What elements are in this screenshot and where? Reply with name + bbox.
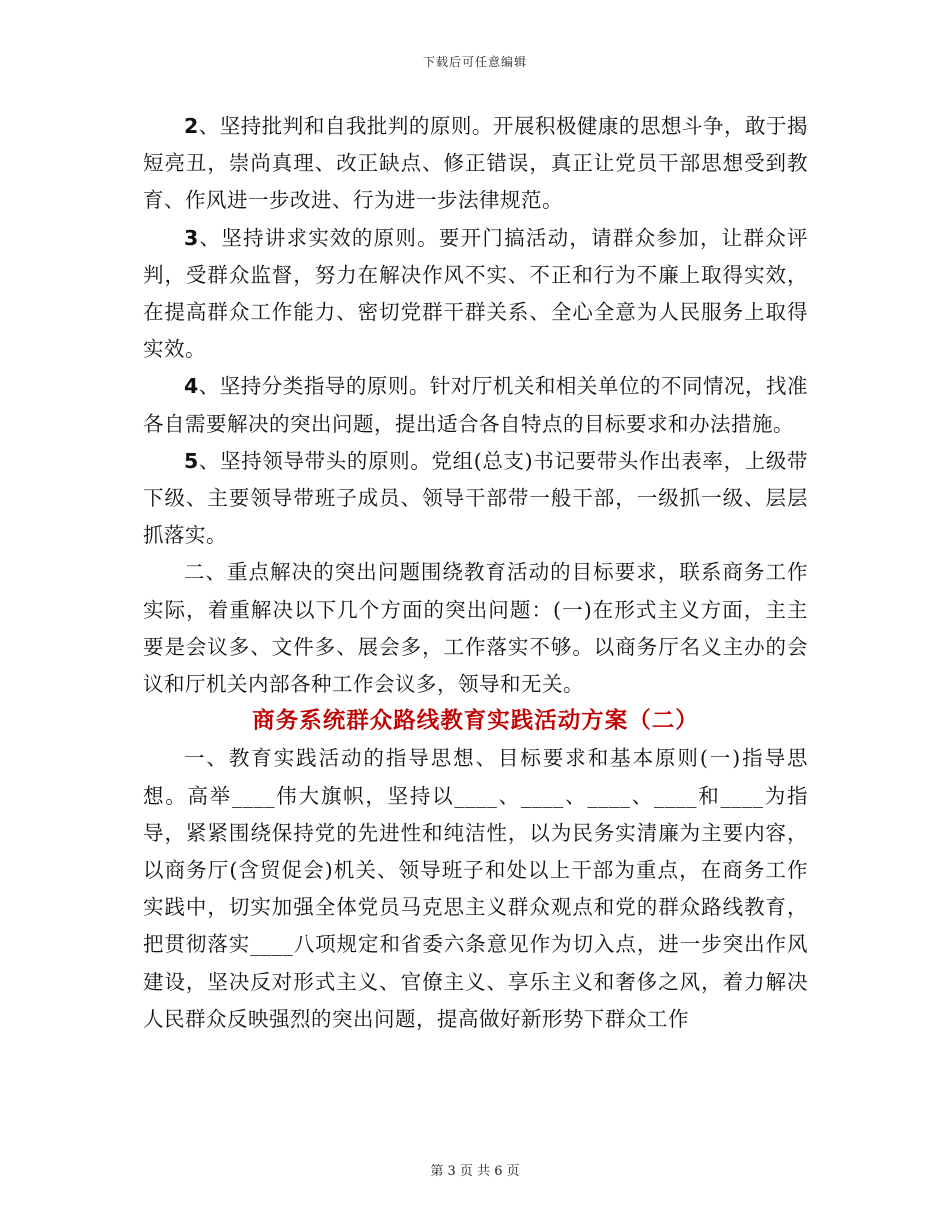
- paragraph-number: 2: [184, 114, 199, 138]
- paragraph-principle-3: [143, 220, 808, 369]
- section-title: 商务系统群众路线教育实践活动方案（二）: [252, 708, 699, 735]
- paragraph-principle-5: [143, 443, 808, 555]
- paragraph-text: 二、重点解决的突出问题围绕教育活动的目标要求，联系商务工作实际，着重解决以下几个方面的突出问题：(一)在形式主义方面，主主要是会议多、文件多、展会多，工作落实不够。以商务厅名义主办的会议和厅机关内部各种工作会议多，领导和无关。: [143, 560, 808, 697]
- paragraph-number: 3: [184, 225, 199, 250]
- paragraph-number: 5: [184, 448, 199, 473]
- paragraph-text: 、坚持分类指导的原则。针对厅机关和相关单位的不同情况，找准各自需要解决的突出问题，提出适合各自特点的目标要求和办法措施。: [143, 374, 808, 436]
- paragraph-principle-2: [143, 108, 808, 220]
- page-header: 下载后可任意编辑: [422, 55, 527, 69]
- page-footer: 第 3 页 共 6 页: [430, 1164, 520, 1179]
- paragraph-text: 一、教育实践活动的指导思想、目标要求和基本原则(一)指导思想。高举____伟大旗帜，坚持以____、____、____、____和____为指导，紧紧围绕保持党的先进性和纯洁性，以为民务实清廉为主要内容，以商务厅(含贸促会)机关、领导班子和处以上干部为重点，在商务工作实践中，切实加强全体党员马克思主义群众观点和党的群众路线教育，把贯彻落实____八项规定和省委六条意见作为切入点，进一步突出作风建设，坚决反对形式主义、官僚主义、享乐主义和奢侈之风，着力解决人民群众反映强烈的突出问题，提高做好新形势下群众工作: [143, 746, 808, 1031]
- paragraph-guiding-ideology: [143, 740, 808, 1038]
- paragraph-key-problems: [143, 554, 808, 703]
- paragraph-text: 、坚持批判和自我批判的原则。开展积极健康的思想斗争，敢于揭短亮丑，崇尚真理、改正缺点、修正错误，真正让党员干部思想受到教育、作风进一步改进、行为进一步法律规范。: [143, 114, 808, 213]
- paragraph-text: 、坚持讲求实效的原则。要开门搞活动，请群众参加，让群众评判，受群众监督，努力在解决作风不实、不正和行为不廉上取得实效，在提高群众工作能力、密切党群干群关系、全心全意为人民服务上取得实效。: [143, 225, 808, 362]
- paragraph-principle-4: [143, 368, 808, 442]
- document-body: [143, 108, 808, 1038]
- paragraph-number: 4: [184, 374, 199, 399]
- paragraph-text: 、坚持领导带头的原则。党组(总支)书记要带头作出表率，上级带下级、主要领导带班子成员、领导干部带一般干部，一级抓一级、层层抓落实。: [143, 448, 808, 548]
